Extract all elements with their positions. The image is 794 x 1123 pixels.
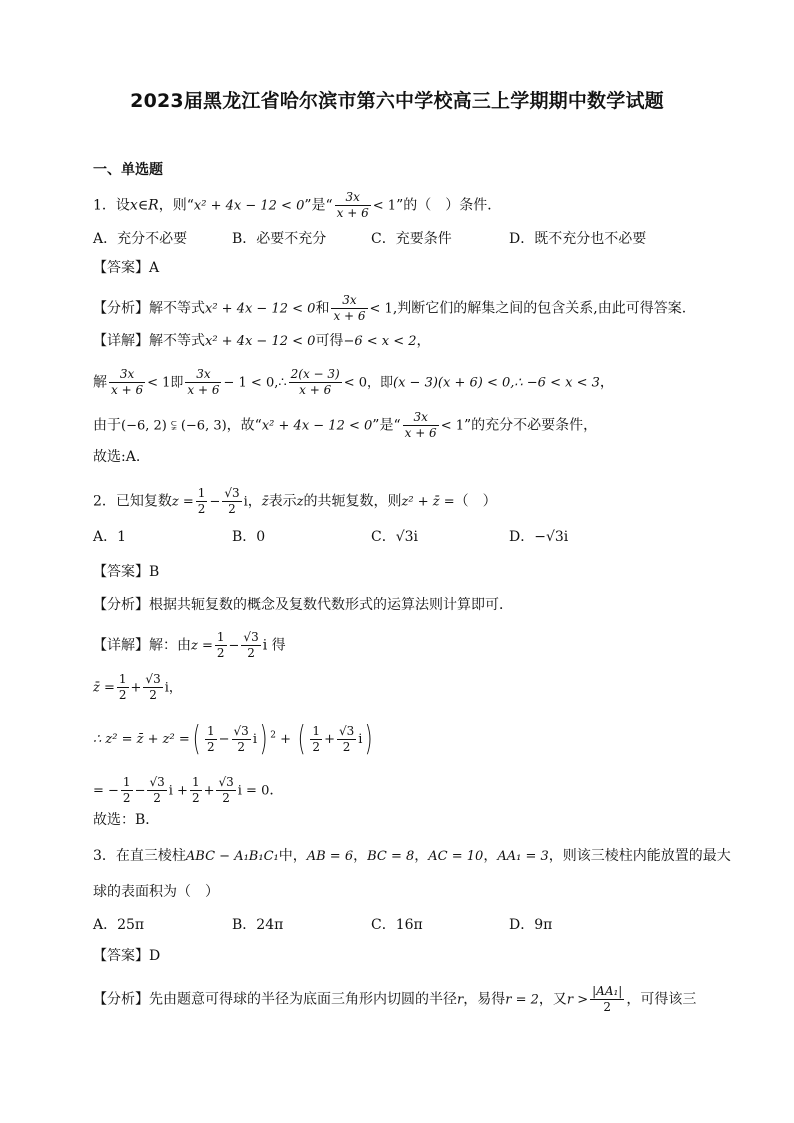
frac-den: 2 [153,791,161,805]
q2-comma: ， [247,493,262,510]
q3-prism: ABC − A₁B₁C₁ [185,849,279,864]
q2-option-a: A．1 [93,529,127,545]
frac-den: 2 [603,1000,612,1014]
q2-expand-i-2: i [358,732,363,747]
q1-solve-text-4: (x − 3)(x + 6) < 0,∴ −6 < x < 3 [393,375,600,391]
q3-comma-1: ， [353,848,368,864]
frac-num: 3x [109,367,145,383]
q1-analysis-ineq: x² + 4x − 12 < 0 [205,301,316,317]
q1-since-subset: (−6, 2) ⫋ (−6, 3) [121,418,227,434]
frac-num: |AA₁| [592,984,623,998]
q2-conj-i: i， [164,680,182,696]
q2-detail-half [215,630,227,661]
q1-number: 1．设 [93,197,130,214]
frac-num: √3 [149,775,165,789]
q3-option-a: A．25π [93,917,145,933]
q2-option-b: B．0 [232,529,266,545]
q2-expand: ∴ z² = z̄ + z² =( $\frac{1}{2}$ − $\frac{√3}{2}$ i) $^2$ + ( $\frac{1}{2}$ + $\frac{√3}{2}$ i) [93,719,374,759]
q3-analysis-r2: r = 2 [505,992,539,1008]
q2-answer: 【答案】B [93,564,160,580]
q1-solve-label: 解 [93,374,107,391]
frac-num: 1 [206,723,215,738]
q2-expand-i-1: i [252,732,257,747]
section-heading: 一、单选题 [93,162,163,178]
q3-ac: AC = 10 [428,849,484,864]
frac-den: 2 [237,739,245,754]
q2-expression: z² + z̄ = [401,494,455,510]
q2-text: 表示 [268,493,297,510]
q1-analysis-fraction [331,293,367,324]
q1-since-fraction [403,410,439,441]
q3-comma-2: ， [414,848,429,864]
q2-text-2: 的共轭复数，则 [303,493,402,510]
q3-option-c: C．16π [371,917,423,933]
q2-detail-text: 解：由 [149,637,191,654]
detail-label: 【详解】 [93,333,149,349]
q3-analysis-text: 先由题意可得球的半径为底面三角形内切圆的半径 [149,991,457,1008]
q1-condition-x: x∈R [129,197,159,214]
q1-since-ineq: x² + 4x − 12 < 0 [261,418,373,434]
q2-result-root3-1 [147,775,166,806]
frac-den: x + 6 [404,426,437,440]
q1-detail-text: 解不等式 [149,333,205,349]
q1-detail-range: −6 < x < 2 [343,334,417,349]
q2-result-root3-2 [216,775,235,806]
frac-den: 2 [222,791,230,805]
q3-ab: AB = 6 [306,849,354,864]
q3-bc: BC = 8 [367,849,415,864]
q2-expand-half-2 [310,724,322,755]
q1-solve [93,367,614,398]
detail-label: 【详解】 [93,637,149,654]
q1-frac-den: x + 6 [336,206,369,220]
q2-z: z [296,494,304,510]
q2-conj-half [117,672,129,703]
frac-num: 2(x − 3) [290,367,340,381]
q1-solve-frac-3 [289,367,342,398]
q2-option-d: D．−√3i [509,529,569,545]
q3-aa1: AA₁ = 3 [497,849,549,864]
frac-num: 1 [122,775,131,789]
q2-result-zero: i = 0 [237,783,270,799]
frac-num: 3x [185,367,221,383]
q2-analysis [93,595,513,615]
q1-option-b: B．必要不充分 [232,231,327,247]
q3-analysis-r: r [457,992,464,1008]
q1-analysis-rest: ,判断它们的解集之间的包含关系,由此可得答案. [392,300,687,317]
q1-since [93,410,597,441]
q3-comma-3: ， [483,848,498,864]
q3-analysis-fraction [590,984,624,1015]
q3-analysis-rgt: r > [566,992,589,1008]
frac-den: 2 [342,739,351,754]
question-2-stem: 2．已知复数z = $\frac{1}{2}$ − $\frac{√3}{2}$ i，z̄表示z的共轭复数，则z² + z̄ =（ ） [93,486,497,516]
q1-solve-frac-1 [109,367,145,398]
frac-den: 2 [216,646,225,660]
q2-conj: z̄ = $\frac{1}{2}$ + $\frac{√3}{2}$ i， [93,672,182,702]
q1-inequality-2: < 1 [372,198,397,214]
q2-expand-half-1 [205,724,217,755]
q1-detail-comma: ， [416,333,431,349]
q2-number: 2．已知复数 [93,493,172,510]
frac-den: 2 [118,688,127,702]
analysis-label: 【分析】 [93,991,149,1008]
q1-option-c: C．充要条件 [371,231,452,247]
analysis-label: 【分析】 [93,300,149,317]
q3-stem-line-2: 球的表面积为（ ） [93,884,219,900]
q2-blank: （ ） [454,493,497,510]
q3-analysis-rest: ，可得该三 [626,991,697,1008]
q2-expand-lhs: ∴ z² = z̄ + z² = [93,732,190,747]
frac-den: 2 [228,502,236,516]
q3-option-b: B．24π [232,917,284,933]
q1-solve-text-2: − 1 < 0,∴ [223,375,287,391]
q1-conclusion: 故选:A. [93,449,141,465]
q3-analysis-also: ，又 [538,991,567,1008]
frac-den: 2 [191,791,200,805]
q3-analysis [93,984,696,1015]
frac-num: √3 [338,723,355,738]
q1-since-text: ，故“ [226,417,262,434]
q3-number: 3．在直三棱柱 [93,848,186,864]
frac-num: 1 [191,775,200,789]
q1-since-rest: ”的充分不必要条件， [464,417,598,434]
q1-detail-yields: 可得 [315,333,344,349]
frac-num: √3 [243,630,259,644]
q2-conj-root3 [143,672,162,703]
frac-num: √3 [218,775,234,789]
frac-den: 2 [206,739,215,754]
q1-detail-ineq: x² + 4x − 12 < 0 [205,334,316,349]
q1-frac-num: 3x [335,190,371,206]
q2-half [196,486,208,517]
q3-option-d: D．9π [509,917,553,933]
q1-option-a: A．充分不必要 [93,231,188,247]
frac-num: 1 [118,672,127,686]
frac-den: x + 6 [299,383,332,397]
q1-solve-text-3: < 0，即 [343,375,394,391]
frac-num: √3 [145,672,161,686]
q1-analysis-text: 解不等式 [149,300,205,317]
question-1-stem [93,190,501,221]
q2-expand-root3-2 [337,724,356,755]
q1-solve-comma: ， [599,374,614,391]
q2-zbar: z̄ [261,494,269,510]
frac-den: 2 [247,646,255,660]
q2-z-eq: z = [171,494,194,510]
frac-num: 1 [216,630,225,644]
q2-result-start: = − [93,783,119,799]
frac-num: 3x [403,410,439,426]
q2-detail-get: i 得 [262,637,286,654]
frac-den: x + 6 [333,309,366,323]
q1-solve-frac-2 [185,367,221,398]
q2-option-c: C．√3i [371,529,419,545]
frac-den: 2 [312,739,321,754]
q1-fraction [335,190,371,221]
frac-den: 2 [197,502,206,516]
q1-option-d: D．既不充分也不必要 [509,231,647,247]
q2-detail: 【详解】解：由z = $\frac{1}{2}$ − $\frac{√3}{2}$ i 得 [93,630,286,660]
q3-in: 中， [278,848,307,864]
frac-den: 2 [122,791,131,805]
frac-num: 3x [331,293,367,309]
q2-result-half-2 [190,775,202,806]
q1-text: ，则“ [158,197,194,214]
frac-num: √3 [233,723,249,738]
q2-root3-half [222,486,241,517]
q1-analysis-and: 和 [315,300,330,317]
q1-text-3: ”的（ ）条件． [396,197,502,214]
q2-detail-root3 [241,630,260,661]
frac-den: x + 6 [111,383,144,397]
frac-den: 2 [149,688,157,702]
q1-since-lt1: < 1 [440,418,464,434]
question-3-stem [93,846,731,867]
q1-analysis [93,293,686,324]
q2-result-period: ． [269,782,284,799]
q1-detail [93,331,431,352]
frac-den: x + 6 [187,383,220,397]
frac-num: 1 [312,723,321,738]
q1-answer: 【答案】A [93,260,160,276]
q2-conj-zbar: z̄ = [93,680,115,696]
q2-result-half-1 [121,775,133,806]
q1-text-2: ”是“ [304,197,333,214]
page-title: 2023届黑龙江省哈尔滨市第六中学校高三上学期期中数学试题 [130,90,664,112]
q1-since-is: ”是“ [372,417,401,434]
frac-num: 1 [197,486,206,500]
q2-result: = − $\frac{1}{2}$ − $\frac{√3}{2}$ i + $\frac{1}{2}$ + $\frac{√3}{2}$ i = 0． [93,775,284,805]
analysis-label: 【分析】 [93,597,149,613]
q1-analysis-lt1: < 1 [369,301,393,317]
q2-analysis-text: 根据共轭复数的概念及复数代数形式的运算法则计算即可． [149,597,513,613]
q1-inequality-1: x² + 4x − 12 < 0 [193,198,305,214]
q3-analysis-easy: ，易得 [463,991,506,1008]
frac-num: √3 [224,486,240,500]
q1-solve-text-1: < 1即 [147,375,184,391]
q2-detail-z: z = [191,638,213,654]
q2-conclusion: 故选：B． [93,812,160,828]
q1-since-label: 由于 [93,417,121,434]
q3-answer: 【答案】D [93,948,161,964]
q2-result-plus: i + [168,783,188,799]
q2-expand-root3-1 [232,724,251,755]
q2-i: i [243,494,248,510]
q3-text: ，则该三棱柱内能放置的最大 [548,848,731,864]
